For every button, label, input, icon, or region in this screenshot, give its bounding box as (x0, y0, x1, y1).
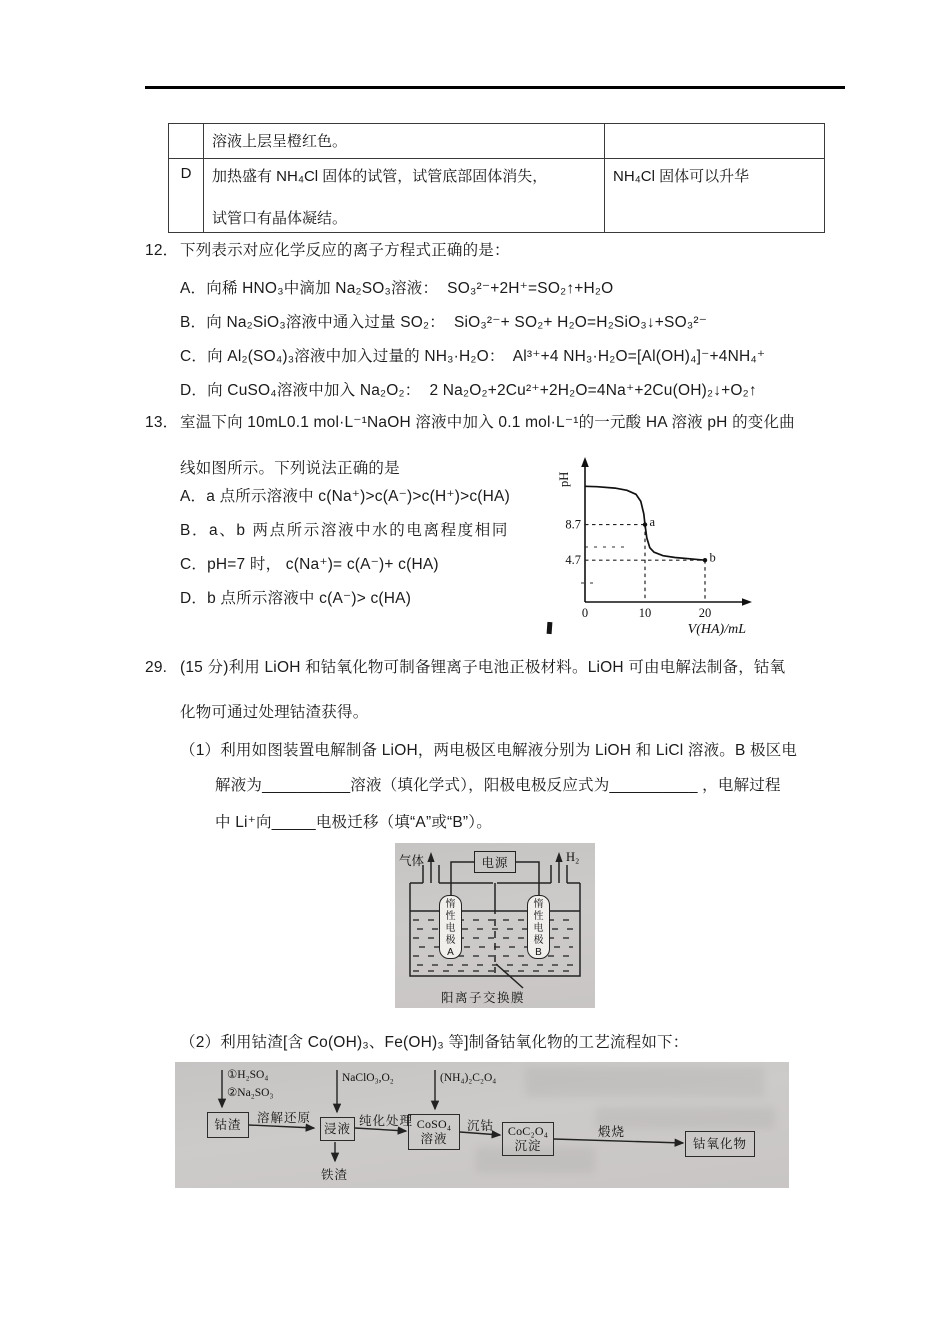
q29-number: 29. (145, 659, 168, 676)
q12-stem: 下列表示对应化学反应的离子方程式正确的是： (180, 242, 510, 259)
gas-left-label: 气体 (399, 854, 425, 868)
flow-byproduct-iron-slag: 铁渣 (321, 1168, 349, 1182)
flow-node-cobalt-oxide (685, 1131, 755, 1157)
q13-option-b: B．a、b 两点所示溶液中水的电离程度相同 (180, 522, 509, 539)
scan-artifact (547, 622, 553, 634)
flow-node-coso4-solution (408, 1114, 460, 1150)
flow-input-naclo3-o2: NaClO₃,O₂ (342, 1072, 394, 1084)
q29-line1: (15 分)利用 LiOH 和钴氧化物可制备锂离子电池正极材料。LiOH 可由电解法制备，钴氧 (180, 659, 786, 676)
q29-part1-line2: 解液为__________溶液（填化学式），阳极电极反应式为__________ ，电解过程 (215, 777, 781, 794)
flow-input-h2so4-na2so3: ①H₂SO₄ ②Na₂SO₃ (227, 1069, 274, 1099)
flow-node-cobalt-slag (207, 1112, 249, 1138)
table-cell-conclusion: NH₄Cl 固体可以升华 (605, 159, 825, 233)
electrode-b: 惰性电极B (527, 895, 550, 959)
observation-table (168, 123, 825, 233)
process-flow-figure (175, 1062, 789, 1188)
svg-text:a: a (649, 515, 656, 530)
flow-node-label: 浸液 (323, 1121, 351, 1136)
q29-part1-line1: （1）利用如图装置电解制备 LiOH，两电极区电解液分别为 LiOH 和 LiCl 溶液。B 极区电 (180, 742, 798, 759)
flow-node-label: CoC₂O₄ (507, 1124, 549, 1139)
q12-heading (145, 238, 510, 260)
q12-option-d: D．向 CuSO₄溶液中加入 Na₂O₂： 2 Na₂O₂+2Cu²⁺+2H₂O=4Na⁺+2Cu(OH)₂↓+O₂↑ (180, 382, 757, 399)
flow-step-dissolve-reduce: 溶解还原 (257, 1111, 312, 1125)
flow-node-coc2o4-precipitate (502, 1122, 554, 1156)
flow-node-label: CoSO₄ (416, 1117, 452, 1132)
power-supply-box: 电源 (474, 851, 516, 873)
flow-node-leachate (320, 1117, 355, 1141)
gas-arrow-right (555, 852, 562, 862)
q29-heading (145, 655, 785, 677)
q29-part1-line3: 中 Li⁺向_____电极迁移（填“A”或“B”）。 (215, 814, 492, 831)
svg-text:b: b (709, 550, 716, 565)
svg-text:pH: pH (557, 471, 571, 487)
flow-step-precipitate-cobalt: 沉钴 (467, 1119, 495, 1133)
flow-node-label: 钴氧化物 (692, 1136, 747, 1151)
q13-option-a: A．a 点所示溶液中 c(Na⁺)>c(A⁻)>c(H⁺)>c(HA) (180, 488, 510, 505)
flow-step-purify: 纯化处理 (359, 1114, 414, 1128)
flow-node-label: 沉淀 (514, 1138, 542, 1153)
svg-text:20: 20 (698, 606, 712, 620)
svg-text:V(HA)/mL: V(HA)/mL (687, 622, 746, 637)
membrane-label: 阳离子交换膜 (441, 991, 526, 1005)
q29-line2: 化物可通过处理钴渣获得。 (180, 704, 369, 721)
q29-part2-line: （2）利用钴渣[含 Co(OH)₃、Fe(OH)₃ 等]制备钴氧化物的工艺流程如下： (180, 1034, 689, 1051)
svg-text:4.7: 4.7 (565, 553, 581, 568)
svg-text:0: 0 (581, 606, 589, 620)
q13-option-c: C．pH=7 时， c(Na⁺)= c(A⁻)+ c(HA) (180, 556, 439, 573)
table-cell-option (169, 124, 204, 159)
q12-option-c: C．向 Al₂(SO₄)₃溶液中加入过量的 NH₃·H₂O： Al³⁺+4 NH₃·H₂O=[Al(OH)₄]⁻+4NH₄⁺ (180, 348, 766, 365)
svg-text:10: 10 (638, 606, 652, 620)
q12-option-b: B．向 Na₂SiO₃溶液中通入过量 SO₂： SiO₃²⁻+ SO₂+ H₂O=H₂SiO₃↓+SO₃²⁻ (180, 314, 708, 331)
q13-number: 13． (145, 414, 179, 431)
gas-right-label: H₂ (566, 850, 580, 864)
table-cell-description: 溶液上层呈橙红色。 (204, 124, 605, 159)
q13-option-d: D．b 点所示溶液中 c(A⁻)> c(HA) (180, 590, 412, 607)
y-axis-arrow (581, 457, 589, 467)
header-rule (145, 86, 845, 89)
x-axis-arrow (742, 598, 752, 605)
table-cell-description: 加热盛有 NH₄Cl 固体的试管，试管底部固体消失， 试管口有晶体凝结。 (204, 159, 605, 233)
svg-text:8.7: 8.7 (565, 517, 581, 532)
q13-heading (145, 410, 795, 432)
electrolysis-figure (395, 843, 595, 1008)
q12-option-a: A．向稀 HNO₃中滴加 Na₂SO₃溶液： SO₃²⁻+2H⁺=SO₂↑+H₂O (180, 280, 614, 297)
table-cell-option: D (169, 159, 204, 233)
q13-stem-line2: 线如图所示。下列说法正确的是 (180, 460, 400, 477)
electrode-a: 惰性电极A (439, 895, 462, 959)
ph-titration-chart (548, 452, 758, 637)
flow-input-ammonium-oxalate: (NH₄)₂C₂O₄ (440, 1072, 497, 1084)
flow-node-label: 钴渣 (214, 1117, 242, 1132)
q13-stem-line1: 室温下向 10mL0.1 mol·L⁻¹NaOH 溶液中加入 0.1 mol·L⁻¹的一元酸 HA 溶液 pH 的变化曲 (180, 414, 795, 431)
q12-number: 12． (145, 242, 179, 259)
flow-node-label: 溶液 (420, 1131, 448, 1146)
table-cell-conclusion (605, 124, 825, 159)
flow-step-calcine: 煅烧 (598, 1125, 626, 1139)
gas-arrow-left (427, 852, 434, 862)
